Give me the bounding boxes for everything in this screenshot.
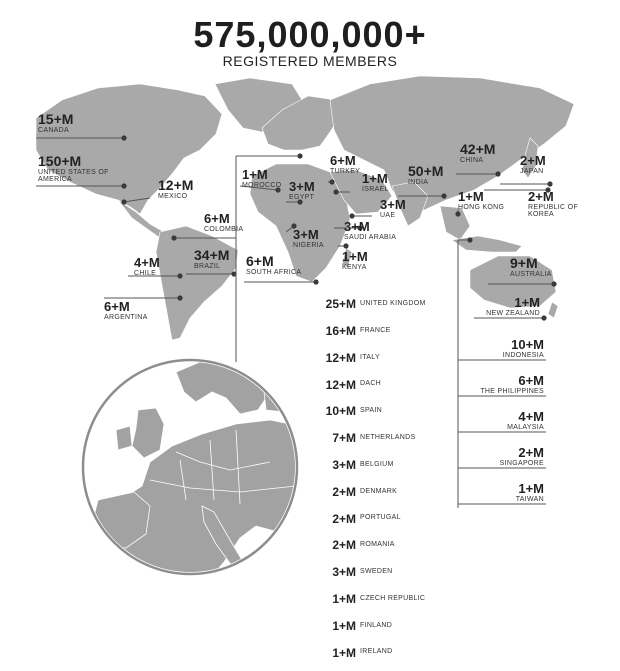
value-label: 10+M (511, 337, 544, 352)
europe-row-italy (318, 350, 380, 366)
europe-row-finland (318, 618, 392, 634)
label-taiwan (470, 482, 544, 503)
country-label: TAIWAN (515, 495, 544, 503)
dot-turkey (329, 179, 334, 184)
label-republic-of-korea (528, 190, 588, 218)
europe-row-romania (318, 537, 395, 553)
country-label: TURKEY (330, 167, 361, 175)
value-label: 15+M (38, 111, 74, 127)
value-label: 3+M (344, 219, 370, 234)
country-label: REPUBLIC OF KOREA (528, 203, 578, 218)
label-malaysia (470, 410, 544, 431)
subtitle: REGISTERED MEMBERS (222, 53, 398, 69)
label-mexico (158, 178, 193, 200)
label-south-africa (246, 254, 301, 276)
country-label: MEXICO (158, 192, 188, 200)
dot-uae (349, 213, 354, 218)
value-label: 1+M (342, 249, 368, 264)
dot-china (495, 171, 500, 176)
label-new-zealand (480, 296, 540, 317)
value-label: 1+M (332, 618, 356, 633)
country-label: PORTUGAL (360, 514, 401, 522)
europe-row-united-kingdom (318, 296, 426, 312)
country-label: BELGIUM (360, 460, 394, 468)
value-label: 12+M (325, 350, 356, 365)
country-label: INDONESIA (502, 351, 544, 359)
europe-row-czech-republic (318, 591, 425, 607)
dot-argentina (177, 295, 182, 300)
dot-chile (177, 273, 182, 278)
country-label: SINGAPORE (499, 459, 544, 467)
country-label: THE PHILIPPINES (480, 387, 544, 395)
country-label: UNITED STATES OF AMERICA (38, 168, 109, 184)
value-label: 1+M (242, 167, 268, 182)
country-label: CANADA (38, 126, 69, 134)
value-label: 16+M (325, 324, 356, 339)
value-label: 1+M (458, 189, 484, 204)
country-label: ARGENTINA (104, 313, 148, 321)
value-label: 7+M (332, 431, 356, 446)
label-colombia (204, 212, 243, 233)
country-label: NIGERIA (293, 241, 324, 249)
value-label: 150+M (38, 153, 82, 169)
dot-kenya (343, 243, 348, 248)
country-label: SAUDI ARABIA (344, 233, 397, 241)
dot-israel (333, 189, 338, 194)
label-turkey (330, 154, 360, 175)
value-label: 6+M (518, 373, 544, 388)
dot-united-states-of-america (121, 183, 126, 188)
country-label: UAE (380, 211, 396, 219)
country-label: JAPAN (520, 167, 544, 175)
country-label: EGYPT (289, 193, 315, 201)
europe-row-denmark (318, 484, 397, 500)
label-canada (38, 112, 73, 134)
country-label: ITALY (360, 353, 380, 361)
country-label: ISRAEL (362, 185, 389, 193)
country-label: SPAIN (360, 407, 382, 415)
country-label: DENMARK (360, 487, 398, 495)
value-label: 2+M (520, 153, 546, 168)
value-label: 3+M (332, 565, 356, 580)
country-label: DACH (360, 380, 382, 388)
label-nigeria (293, 228, 324, 249)
europe-row-belgium (318, 457, 394, 473)
country-label: CHILE (134, 269, 157, 277)
label-indonesia (470, 338, 544, 359)
dot-mexico (121, 199, 126, 204)
country-label: SOUTH AFRICA (246, 268, 302, 276)
label-egypt (289, 180, 315, 201)
value-label: 3+M (332, 458, 356, 473)
label-hong-kong (458, 190, 504, 211)
value-label: 50+M (408, 163, 444, 179)
value-label: 1+M (514, 295, 540, 310)
europe-row-spain (318, 403, 382, 419)
value-label: 3+M (380, 197, 406, 212)
value-label: 6+M (204, 211, 230, 226)
total-members: 575,000,000+ (193, 14, 427, 55)
value-label: 1+M (362, 171, 388, 186)
country-label: KENYA (342, 263, 367, 271)
country-label: ROMANIA (360, 541, 395, 549)
label-morocco (242, 168, 281, 189)
dot-hong-kong (455, 211, 460, 216)
label-india (408, 164, 443, 186)
dot-australia (551, 281, 556, 286)
label-the-philippines (470, 374, 544, 395)
value-label: 1+M (518, 481, 544, 496)
value-label: 2+M (332, 484, 356, 499)
label-united-states-of-america (38, 154, 128, 183)
label-uae (380, 198, 406, 219)
leader-line-mexico (124, 198, 150, 202)
country-label: NEW ZEALAND (486, 309, 540, 317)
label-china (460, 142, 495, 164)
europe-row-dach (318, 376, 381, 392)
country-label: AUSTRALIA (510, 270, 552, 278)
label-argentina (104, 300, 148, 321)
country-label: INDIA (408, 178, 429, 186)
label-japan (520, 154, 546, 175)
europe-row-portugal (318, 510, 401, 526)
label-singapore (470, 446, 544, 467)
value-label: 10+M (325, 404, 356, 419)
value-label: 4+M (134, 255, 160, 270)
dot-apac (467, 237, 472, 242)
value-label: 2+M (528, 189, 554, 204)
country-label: BRAZIL (194, 262, 221, 270)
dot-india (441, 193, 446, 198)
country-label: MOROCCO (242, 181, 282, 189)
europe-row-sweden (318, 564, 393, 580)
value-label: 42+M (460, 141, 496, 157)
europe-row-france (318, 323, 391, 339)
dot-europe (297, 153, 302, 158)
value-label: 3+M (289, 179, 315, 194)
country-label: CHINA (460, 156, 484, 164)
value-label: 2+M (332, 511, 356, 526)
label-chile (134, 256, 160, 277)
country-label: MALAYSIA (507, 423, 544, 431)
value-label: 1+M (332, 645, 356, 660)
country-label: COLOMBIA (204, 225, 244, 233)
country-label: FINLAND (360, 621, 393, 629)
value-label: 4+M (518, 409, 544, 424)
label-brazil (194, 248, 229, 270)
label-kenya (342, 250, 368, 271)
value-label: 2+M (332, 538, 356, 553)
europe-row-ireland (318, 644, 392, 660)
value-label: 3+M (293, 227, 319, 242)
europe-row-netherlands (318, 430, 415, 446)
value-label: 9+M (510, 255, 538, 271)
country-label: CZECH REPUBLIC (360, 594, 426, 602)
value-label: 1+M (332, 592, 356, 607)
label-australia (510, 256, 552, 278)
dot-canada (121, 135, 126, 140)
label-saudi-arabia (344, 220, 396, 241)
country-label: SWEDEN (360, 568, 393, 575)
value-label: 12+M (325, 377, 356, 392)
country-label: HONG KONG (458, 203, 505, 211)
dot-new-zealand (541, 315, 546, 320)
country-label: FRANCE (360, 326, 391, 334)
label-israel (362, 172, 389, 193)
dot-japan (547, 181, 552, 186)
value-label: 6+M (246, 253, 274, 269)
dot-colombia (171, 235, 176, 240)
value-label: 6+M (104, 299, 130, 314)
country-label: NETHERLANDS (360, 434, 416, 441)
country-label: UNITED KINGDOM (360, 300, 426, 307)
country-label: IRELAND (360, 648, 393, 656)
value-label: 6+M (330, 153, 356, 168)
dot-south-africa (313, 279, 318, 284)
value-label: 34+M (194, 247, 230, 263)
value-label: 2+M (518, 445, 544, 460)
value-label: 12+M (158, 177, 194, 193)
value-label: 25+M (325, 297, 356, 312)
